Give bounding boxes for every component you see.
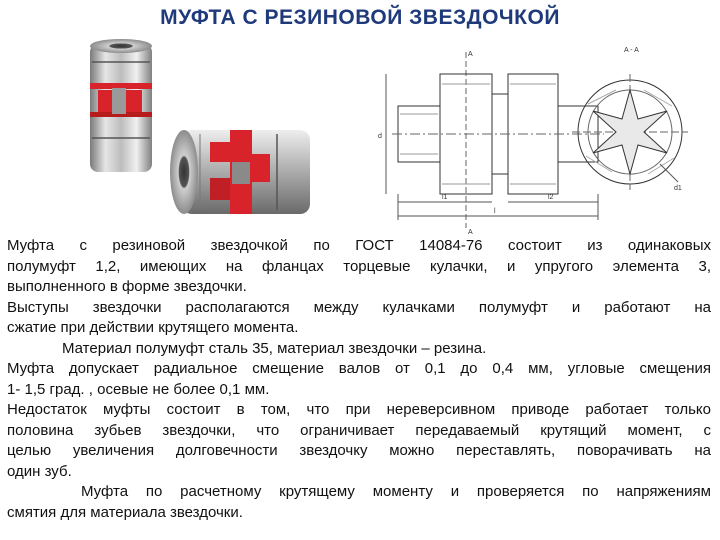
- text-line: полумуфт 1,2, имеющих на фланцах торцевые кулачки, и упругого элемента 3,: [7, 257, 711, 275]
- coupling-photo-2: [170, 130, 310, 214]
- section-view: [572, 74, 688, 190]
- text-line: Муфта с резиновой звездочкой по ГОСТ 14084-76 состоит из одинаковых: [7, 237, 711, 254]
- coupling-photo-1: [90, 39, 152, 172]
- dim-l2-label: l2: [548, 194, 554, 201]
- text-line: смятия для материала звездочки.: [7, 503, 243, 521]
- side-view: [386, 52, 604, 228]
- paragraph-material: [7, 339, 711, 360]
- text-line: выполненного в форме звездочки.: [7, 278, 247, 295]
- paragraph-drawback: [7, 400, 711, 482]
- dim-d1-label: d1: [674, 185, 682, 192]
- cut-label-top: A: [468, 51, 473, 58]
- description-text: [7, 236, 711, 523]
- paragraph-selection: [7, 482, 711, 523]
- text-line: один зуб.: [7, 462, 72, 480]
- text-line: Выступы звездочки располагаются между кулачками полумуфт и работают на: [7, 298, 711, 316]
- text-line: Муфта по расчетному крутящему моменту и проверяется по напряжениям: [81, 483, 711, 500]
- text-line: Муфта допускает радиальное смещение валов от 0,1 до 0,4 мм, угловые смещения: [7, 360, 711, 377]
- dim-l1-label: l1: [442, 194, 448, 201]
- coupling-photo: [82, 38, 322, 228]
- text-line: половина зубьев звездочки, что ограничивает передаваемый крутящий момент, с: [7, 421, 711, 439]
- dim-l-label: l: [494, 208, 496, 215]
- technical-drawing: [372, 44, 690, 236]
- paragraph-composition: [7, 236, 711, 298]
- dim-d-label: d: [378, 133, 382, 140]
- text-line: сжатие при действии крутящего момента.: [7, 319, 299, 336]
- text-line: Материал полумуфт сталь 35, материал звездочки – резина.: [62, 339, 487, 357]
- page-title: МУФТА С РЕЗИНОВОЙ ЗВЕЗДОЧКОЙ: [160, 6, 560, 29]
- cut-label-bottom: A: [468, 229, 473, 236]
- paragraph-lobes: [7, 298, 711, 339]
- text-line: 1- 1,5 град. , осевые не более 0,1 мм.: [7, 380, 270, 398]
- text-line: Недостаток муфты состоит в том, что при нереверсивном приводе работает только: [7, 401, 711, 418]
- section-label: A - A: [624, 47, 639, 54]
- paragraph-displacement: [7, 359, 711, 400]
- text-line: целью увеличения долговечности звездочку можно переставлять, поворачивать на: [7, 442, 711, 459]
